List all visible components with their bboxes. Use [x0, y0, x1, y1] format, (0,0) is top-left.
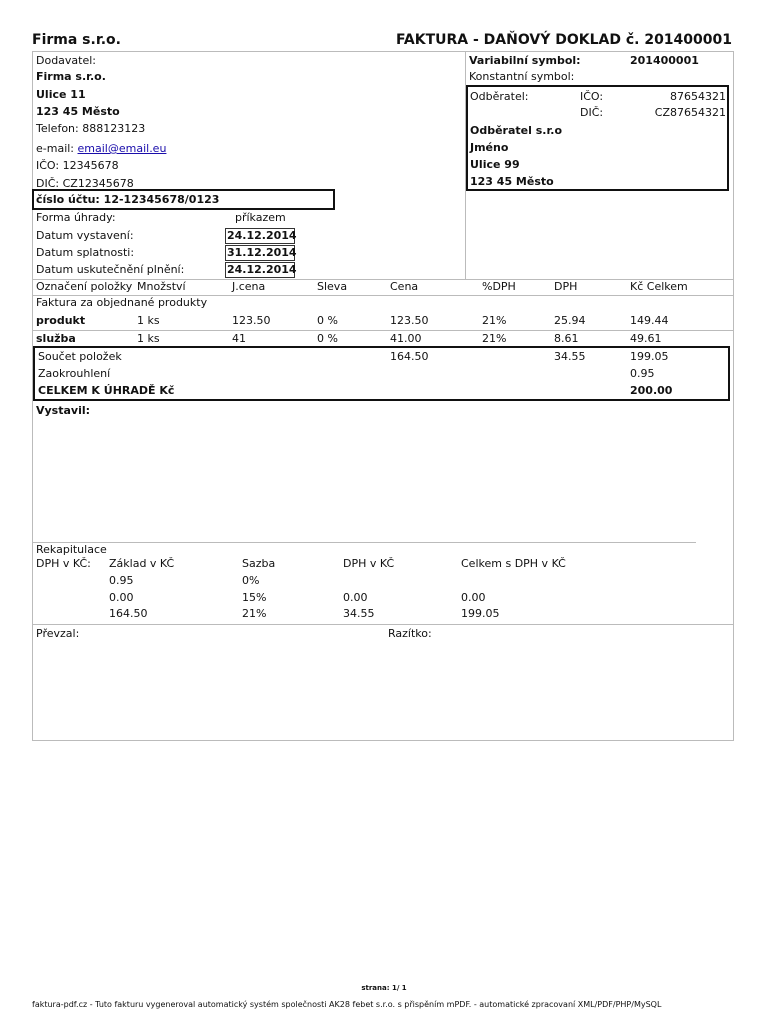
item-vat-rate: 21% [482, 314, 507, 327]
company-title: Firma s.r.o. [32, 32, 121, 48]
customer-name: Odběratel s.r.o [470, 124, 563, 137]
received-label: Převzal: [36, 627, 80, 640]
supplier-name: Firma s.r.o. [36, 70, 106, 83]
item-qty: 1 ks [137, 332, 160, 345]
outer-top-border [32, 51, 734, 52]
outer-bottom-border [32, 740, 734, 741]
customer-dic-value: CZ87654321 [654, 106, 726, 119]
item-qty: 1 ks [137, 314, 160, 327]
recap-base: 0.00 [109, 591, 134, 604]
recap-rate: 15% [242, 591, 267, 604]
item-total: 149.44 [630, 314, 669, 327]
recap-header-rate: Sazba [242, 557, 276, 570]
col-header-total: Kč Celkem [630, 280, 688, 293]
item-price: 41.00 [390, 332, 422, 345]
sum-price: 164.50 [390, 350, 429, 363]
sum-vat: 34.55 [554, 350, 586, 363]
performed-date-label: Datum uskutečnění plnění: [36, 263, 185, 276]
performed-date-value: 24.12.2014 [227, 263, 297, 276]
received-top-border [32, 624, 734, 625]
supplier-email-row [36, 142, 166, 155]
item-discount: 0 % [317, 332, 338, 345]
sum-total: 199.05 [630, 350, 669, 363]
supplier-city: 123 45 Město [36, 105, 120, 118]
grand-total-label: CELKEM K ÚHRADĚ Kč [38, 384, 175, 397]
item-vat: 8.61 [554, 332, 579, 345]
invoice-title: FAKTURA - DAŇOVÝ DOKLAD č. 201400001 [395, 32, 732, 48]
stamp-label: Razítko: [388, 627, 432, 640]
due-date-value: 31.12.2014 [227, 246, 297, 259]
col-header-vat: DPH [554, 280, 578, 293]
customer-ico-value: 87654321 [670, 90, 726, 103]
constant-symbol-label: Konstantní symbol: [469, 70, 575, 83]
customer-person: Jméno [470, 141, 509, 154]
recap-top-border [32, 542, 696, 543]
supplier-phone: Telefon: 888123123 [36, 122, 146, 135]
recap-vat: 0.00 [343, 591, 368, 604]
supplier-ico: IČO: 12345678 [36, 159, 119, 172]
col-header-qty: Množství [137, 280, 186, 293]
supplier-label: Dodavatel: [36, 54, 97, 67]
payment-method-label: Forma úhrady: [36, 211, 116, 224]
recap-vat-label: DPH v KČ: [36, 557, 91, 570]
rounding-label: Zaokrouhlení [38, 367, 111, 380]
item-name: služba [36, 332, 76, 345]
row-divider [32, 330, 734, 331]
item-discount: 0 % [317, 314, 338, 327]
col-header-unit-price: J.cena [232, 280, 266, 293]
col-header-name: Označení položky [36, 280, 133, 293]
item-price: 123.50 [390, 314, 429, 327]
col-header-vat-rate: %DPH [482, 280, 516, 293]
grand-total-value: 200.00 [630, 384, 673, 397]
issued-date-label: Datum vystavení: [36, 229, 134, 242]
item-unit-price: 123.50 [232, 314, 271, 327]
item-unit-price: 41 [232, 332, 246, 345]
recap-vat: 34.55 [343, 607, 375, 620]
col-header-discount: Sleva [317, 280, 348, 293]
recap-rate: 0% [242, 574, 260, 587]
payment-method-value: příkazem [235, 211, 286, 224]
item-name: produkt [36, 314, 86, 327]
supplier-street: Ulice 11 [36, 88, 86, 101]
sum-label: Součet položek [38, 350, 122, 363]
col-header-price: Cena [390, 280, 419, 293]
customer-dic-label: DIČ: [580, 106, 604, 119]
recap-header-base: Základ v KČ [109, 557, 175, 570]
item-vat: 25.94 [554, 314, 586, 327]
variable-symbol-value: 201400001 [630, 54, 699, 67]
customer-label: Odběratel: [470, 90, 529, 103]
supplier-dic: DIČ: CZ12345678 [36, 177, 134, 190]
due-date-label: Datum splatnosti: [36, 246, 135, 259]
email-link[interactable]: email@email.eu [77, 142, 167, 155]
rounding-value: 0.95 [630, 367, 655, 380]
recap-header-vat: DPH v KČ [343, 557, 395, 570]
recap-title: Rekapitulace [36, 543, 107, 556]
account-number: číslo účtu: 12-12345678/0123 [36, 193, 220, 206]
item-vat-rate: 21% [482, 332, 507, 345]
customer-street: Ulice 99 [470, 158, 520, 171]
recap-base: 164.50 [109, 607, 148, 620]
recap-rate: 21% [242, 607, 267, 620]
recap-total: 0.00 [461, 591, 486, 604]
item-total: 49.61 [630, 332, 662, 345]
email-label: e-mail: [36, 142, 75, 155]
recap-base: 0.95 [109, 574, 134, 587]
page-number: strana: 1/ 1 [361, 984, 407, 992]
customer-ico-label: IČO: [580, 90, 604, 103]
footer-note: faktura-pdf.cz - Tuto fakturu vygeneroval automatický systém společnosti AK28 febet s.r.o. s přispěním mPDF. - automatické zpracovaní XML/PDF/PHP/MySQL [32, 1000, 662, 1009]
variable-symbol-label: Variabilní symbol: [469, 54, 581, 67]
outer-right-border [733, 51, 734, 741]
issued-by-label: Vystavil: [36, 404, 91, 417]
issued-date-value: 24.12.2014 [227, 229, 297, 242]
customer-city: 123 45 Město [470, 175, 554, 188]
recap-header-total: Celkem s DPH v KČ [461, 557, 566, 570]
recap-total: 199.05 [461, 607, 500, 620]
items-intro: Faktura za objednané produkty [36, 296, 208, 309]
